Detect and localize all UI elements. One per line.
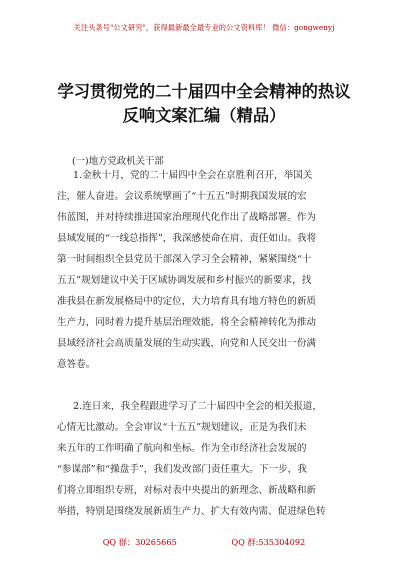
paragraph-line: 生产力，同时着力提升基层治理效能，将全会精神转化为推动 [57, 317, 317, 328]
title-line-1: 学习贯彻党的二十届四中全会精神的热议 [57, 82, 351, 101]
paragraph-1 [57, 165, 355, 375]
footer-contact [0, 537, 408, 548]
paragraph-line: 意答卷。 [57, 359, 96, 370]
paragraph-line: 来五年的工作明确了航向和坐标。作为全市经济社会发展的 [57, 443, 307, 454]
title-line-2: 反响文案汇编（精品） [122, 106, 286, 125]
paragraph-line: 准我县在新发展格局中的定位，大力培育具有地方特色的新质 [57, 296, 317, 307]
paragraph-line: 1.金秋十月，党的二十届四中全会在京胜利召开，举国关 [73, 170, 313, 181]
paragraph-line: 举措，特别是围绕发展新质生产力、扩大有效内需、促进绿色转 [57, 506, 326, 517]
paragraph-line: 县域发展的“一线总指挥”，我深感使命在肩、责任如山。我将 [57, 233, 317, 244]
paragraph-line: 县域经济社会高质量发展的生动实践，向党和人民交出一份满 [57, 338, 317, 349]
footer-qq-group-2: QQ 群:535304092 [231, 537, 306, 547]
paragraph-line: 注，催人奋进。会议系统擘画了“十五五”时期我国发展的宏 [57, 191, 307, 202]
header-promo-text: 关注头条号"公文研究"，获得最新最全最专业的公文资料库！ 微信：gongwenyj [73, 23, 335, 32]
paragraph-line: 心情无比激动。全会审议“十五五”规划建议，正是为我们未 [57, 422, 307, 433]
paragraph-line: 2.连日来，我全程跟进学习了二十届四中全会的相关报道， [73, 401, 322, 412]
document-title [40, 80, 368, 128]
section-heading: (一)地方党政机关干部 [72, 156, 164, 167]
paragraph-line: 第一时间组织全县党员干部深入学习全会精神，紧紧围绕“十 [57, 254, 312, 265]
paragraph-line: 们将立即组织专班，对标对表中央提出的新理念、新战略和新 [57, 485, 317, 496]
paragraph-line: “参谋部”和“操盘手”，我们发改部门责任重大。下一步，我 [57, 464, 307, 475]
paragraph-line: 伟蓝图，并对持续推进国家治理现代化作出了战略部署。作为 [57, 212, 317, 223]
footer-qq-group-1: QQ 群：30265665 [102, 537, 177, 547]
paragraph-line: 五五”规划建议中关于区域协调发展和乡村振兴的新要求，找 [57, 275, 312, 286]
paragraph-2 [57, 396, 355, 522]
